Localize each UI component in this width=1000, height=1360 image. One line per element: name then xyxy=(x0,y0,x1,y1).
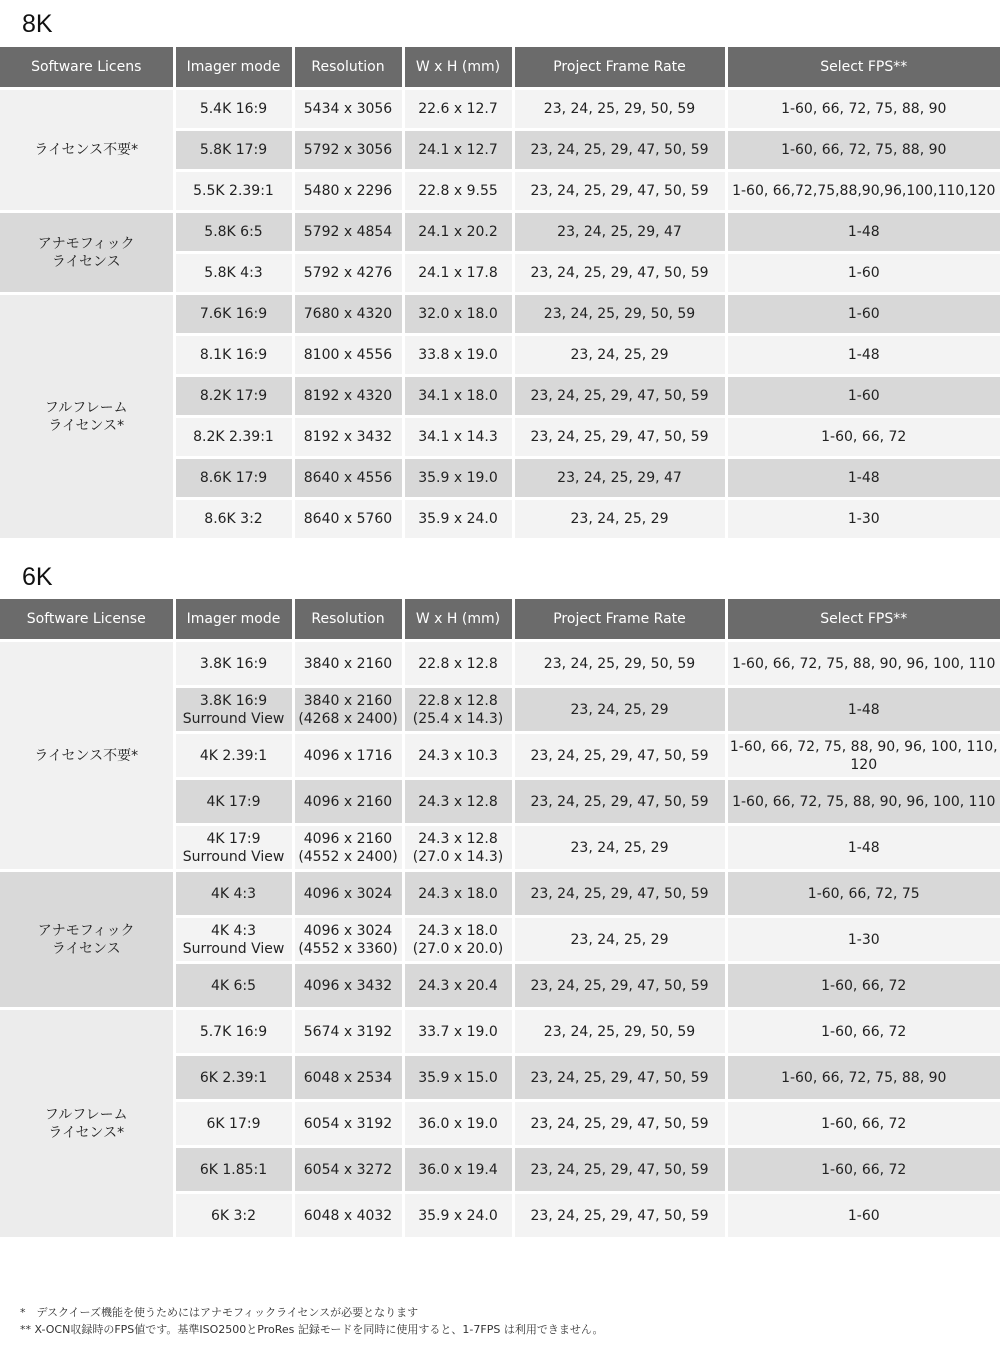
resolution-cell: 6048 x 4032 xyxy=(293,1193,403,1239)
wxh-cell: 36.0 x 19.4 xyxy=(403,1147,513,1193)
wxh-cell: 22.8 x 12.8 xyxy=(403,641,513,687)
header-resolution: Resolution xyxy=(293,599,403,641)
header-wxh: W x H (mm) xyxy=(403,599,513,641)
imager-mode-cell: 4K 17:9 Surround View xyxy=(174,825,293,871)
select-fps-cell: 1-48 xyxy=(726,458,1000,499)
select-fps-cell: 1-60, 66, 72, 75 xyxy=(726,871,1000,917)
resolution-cell: 4096 x 3432 xyxy=(293,963,403,1009)
imager-mode-cell: 8.2K 2.39:1 xyxy=(174,417,293,458)
imager-mode-cell: 4K 4:3 Surround View xyxy=(174,917,293,963)
header-license: Software Licens xyxy=(0,47,174,89)
imager-mode-cell: 4K 17:9 xyxy=(174,779,293,825)
resolution-cell: 5674 x 3192 xyxy=(293,1009,403,1055)
wxh-cell: 35.9 x 24.0 xyxy=(403,1193,513,1239)
project-frame-rate-cell: 23, 24, 25, 29, 47 xyxy=(513,212,726,253)
wxh-cell: 33.7 x 19.0 xyxy=(403,1009,513,1055)
select-fps-cell: 1-60, 66, 72, 75, 88, 90, 96, 100, 110 xyxy=(726,641,1000,687)
resolution-cell: 3840 x 2160 (4268 x 2400) xyxy=(293,687,403,733)
project-frame-rate-cell: 23, 24, 25, 29, 47, 50, 59 xyxy=(513,963,726,1009)
resolution-cell: 5792 x 3056 xyxy=(293,130,403,171)
spec-table-8k xyxy=(0,47,1000,541)
footnotes xyxy=(20,1304,604,1338)
select-fps-cell: 1-30 xyxy=(726,499,1000,540)
select-fps-cell: 1-60, 66, 72, 75, 88, 90 xyxy=(726,130,1000,171)
wxh-cell: 24.3 x 12.8 (27.0 x 14.3) xyxy=(403,825,513,871)
header-project-frame-rate: Project Frame Rate xyxy=(513,47,726,89)
select-fps-cell: 1-30 xyxy=(726,917,1000,963)
wxh-cell: 34.1 x 18.0 xyxy=(403,376,513,417)
wxh-cell: 24.3 x 18.0 (27.0 x 20.0) xyxy=(403,917,513,963)
resolution-cell: 4096 x 2160 (4552 x 2400) xyxy=(293,825,403,871)
wxh-cell: 35.9 x 19.0 xyxy=(403,458,513,499)
resolution-cell: 5792 x 4276 xyxy=(293,253,403,294)
select-fps-cell: 1-48 xyxy=(726,687,1000,733)
resolution-cell: 5434 x 3056 xyxy=(293,89,403,130)
imager-mode-cell: 4K 4:3 xyxy=(174,871,293,917)
select-fps-cell: 1-60, 66, 72 xyxy=(726,1147,1000,1193)
select-fps-cell: 1-60 xyxy=(726,294,1000,335)
select-fps-cell: 1-60, 66, 72, 75, 88, 90 xyxy=(726,1055,1000,1101)
imager-mode-cell: 5.8K 4:3 xyxy=(174,253,293,294)
project-frame-rate-cell: 23, 24, 25, 29 xyxy=(513,917,726,963)
license-cell: フルフレーム ライセンス* xyxy=(0,1009,174,1239)
imager-mode-cell: 3.8K 16:9 xyxy=(174,641,293,687)
imager-mode-cell: 5.4K 16:9 xyxy=(174,89,293,130)
header-license: Software License xyxy=(0,599,174,641)
project-frame-rate-cell: 23, 24, 25, 29, 50, 59 xyxy=(513,1009,726,1055)
table-header-row xyxy=(0,599,1000,641)
license-cell: フルフレーム ライセンス* xyxy=(0,294,174,540)
select-fps-cell: 1-60, 66, 72 xyxy=(726,1009,1000,1055)
project-frame-rate-cell: 23, 24, 25, 29, 50, 59 xyxy=(513,294,726,335)
resolution-cell: 4096 x 2160 xyxy=(293,779,403,825)
wxh-cell: 36.0 x 19.0 xyxy=(403,1101,513,1147)
header-imager-mode: Imager mode xyxy=(174,599,293,641)
imager-mode-cell: 5.5K 2.39:1 xyxy=(174,171,293,212)
wxh-cell: 24.1 x 12.7 xyxy=(403,130,513,171)
section-title-8k: 8K xyxy=(22,10,53,38)
table-row xyxy=(0,89,1000,130)
wxh-cell: 24.3 x 18.0 xyxy=(403,871,513,917)
license-cell: アナモフィック ライセンス xyxy=(0,212,174,294)
imager-mode-cell: 6K 1.85:1 xyxy=(174,1147,293,1193)
select-fps-cell: 1-60 xyxy=(726,1193,1000,1239)
select-fps-cell: 1-48 xyxy=(726,335,1000,376)
license-cell: ライセンス不要* xyxy=(0,89,174,212)
license-cell: ライセンス不要* xyxy=(0,641,174,871)
select-fps-cell: 1-60, 66, 72 xyxy=(726,1101,1000,1147)
table-header-row xyxy=(0,47,1000,89)
section-title-6k: 6K xyxy=(22,563,53,591)
select-fps-cell: 1-60, 66, 72, 75, 88, 90 xyxy=(726,89,1000,130)
project-frame-rate-cell: 23, 24, 25, 29, 47, 50, 59 xyxy=(513,130,726,171)
wxh-cell: 22.8 x 9.55 xyxy=(403,171,513,212)
imager-mode-cell: 7.6K 16:9 xyxy=(174,294,293,335)
select-fps-cell: 1-60, 66,72,75,88,90,96,100,110,120 xyxy=(726,171,1000,212)
wxh-cell: 24.3 x 10.3 xyxy=(403,733,513,779)
header-select-fps: Select FPS** xyxy=(726,599,1000,641)
imager-mode-cell: 8.6K 17:9 xyxy=(174,458,293,499)
imager-mode-cell: 8.1K 16:9 xyxy=(174,335,293,376)
project-frame-rate-cell: 23, 24, 25, 29, 47, 50, 59 xyxy=(513,1147,726,1193)
resolution-cell: 6054 x 3272 xyxy=(293,1147,403,1193)
resolution-cell: 6048 x 2534 xyxy=(293,1055,403,1101)
header-imager-mode: Imager mode xyxy=(174,47,293,89)
resolution-cell: 8192 x 4320 xyxy=(293,376,403,417)
project-frame-rate-cell: 23, 24, 25, 29, 50, 59 xyxy=(513,89,726,130)
wxh-cell: 35.9 x 15.0 xyxy=(403,1055,513,1101)
select-fps-cell: 1-48 xyxy=(726,212,1000,253)
table-row xyxy=(0,294,1000,335)
header-project-frame-rate: Project Frame Rate xyxy=(513,599,726,641)
wxh-cell: 22.6 x 12.7 xyxy=(403,89,513,130)
wxh-cell: 32.0 x 18.0 xyxy=(403,294,513,335)
project-frame-rate-cell: 23, 24, 25, 29, 47, 50, 59 xyxy=(513,171,726,212)
project-frame-rate-cell: 23, 24, 25, 29, 47, 50, 59 xyxy=(513,1101,726,1147)
footnote-fps: ** X-OCN収録時のFPS値です。基準ISO2500とProRes 記録モードを同時に使用すると、1-7FPS は利用できません。 xyxy=(20,1323,604,1336)
select-fps-cell: 1-60, 66, 72, 75, 88, 90, 96, 100, 110, 120 xyxy=(726,733,1000,779)
table-row xyxy=(0,212,1000,253)
resolution-cell: 4096 x 3024 xyxy=(293,871,403,917)
select-fps-cell: 1-60 xyxy=(726,376,1000,417)
spec-table-6k xyxy=(0,599,1000,1240)
table-row xyxy=(0,641,1000,687)
header-select-fps: Select FPS** xyxy=(726,47,1000,89)
imager-mode-cell: 4K 6:5 xyxy=(174,963,293,1009)
imager-mode-cell: 6K 2.39:1 xyxy=(174,1055,293,1101)
imager-mode-cell: 3.8K 16:9 Surround View xyxy=(174,687,293,733)
project-frame-rate-cell: 23, 24, 25, 29 xyxy=(513,825,726,871)
imager-mode-cell: 4K 2.39:1 xyxy=(174,733,293,779)
wxh-cell: 24.1 x 17.8 xyxy=(403,253,513,294)
project-frame-rate-cell: 23, 24, 25, 29, 47, 50, 59 xyxy=(513,779,726,825)
resolution-cell: 6054 x 3192 xyxy=(293,1101,403,1147)
imager-mode-cell: 6K 3:2 xyxy=(174,1193,293,1239)
project-frame-rate-cell: 23, 24, 25, 29 xyxy=(513,687,726,733)
imager-mode-cell: 5.8K 6:5 xyxy=(174,212,293,253)
wxh-cell: 35.9 x 24.0 xyxy=(403,499,513,540)
resolution-cell: 8640 x 5760 xyxy=(293,499,403,540)
select-fps-cell: 1-60, 66, 72, 75, 88, 90, 96, 100, 110 xyxy=(726,779,1000,825)
imager-mode-cell: 6K 17:9 xyxy=(174,1101,293,1147)
project-frame-rate-cell: 23, 24, 25, 29, 47, 50, 59 xyxy=(513,1055,726,1101)
footnote-desqueeze: * デスクイーズ機能を使うためにはアナモフィックライセンスが必要となります xyxy=(20,1306,419,1319)
wxh-cell: 24.1 x 20.2 xyxy=(403,212,513,253)
project-frame-rate-cell: 23, 24, 25, 29, 47, 50, 59 xyxy=(513,871,726,917)
wxh-cell: 34.1 x 14.3 xyxy=(403,417,513,458)
project-frame-rate-cell: 23, 24, 25, 29, 47, 50, 59 xyxy=(513,733,726,779)
imager-mode-cell: 8.6K 3:2 xyxy=(174,499,293,540)
resolution-cell: 3840 x 2160 xyxy=(293,641,403,687)
license-cell: アナモフィック ライセンス xyxy=(0,871,174,1009)
wxh-cell: 24.3 x 20.4 xyxy=(403,963,513,1009)
wxh-cell: 24.3 x 12.8 xyxy=(403,779,513,825)
imager-mode-cell: 8.2K 17:9 xyxy=(174,376,293,417)
table-row xyxy=(0,871,1000,917)
header-resolution: Resolution xyxy=(293,47,403,89)
project-frame-rate-cell: 23, 24, 25, 29, 47, 50, 59 xyxy=(513,253,726,294)
select-fps-cell: 1-48 xyxy=(726,825,1000,871)
resolution-cell: 8100 x 4556 xyxy=(293,335,403,376)
resolution-cell: 4096 x 1716 xyxy=(293,733,403,779)
project-frame-rate-cell: 23, 24, 25, 29 xyxy=(513,335,726,376)
project-frame-rate-cell: 23, 24, 25, 29, 50, 59 xyxy=(513,641,726,687)
wxh-cell: 22.8 x 12.8 (25.4 x 14.3) xyxy=(403,687,513,733)
project-frame-rate-cell: 23, 24, 25, 29, 47 xyxy=(513,458,726,499)
resolution-cell: 8192 x 3432 xyxy=(293,417,403,458)
imager-mode-cell: 5.7K 16:9 xyxy=(174,1009,293,1055)
wxh-cell: 33.8 x 19.0 xyxy=(403,335,513,376)
select-fps-cell: 1-60, 66, 72 xyxy=(726,417,1000,458)
project-frame-rate-cell: 23, 24, 25, 29 xyxy=(513,499,726,540)
imager-mode-cell: 5.8K 17:9 xyxy=(174,130,293,171)
table-row xyxy=(0,1009,1000,1055)
header-wxh: W x H (mm) xyxy=(403,47,513,89)
resolution-cell: 4096 x 3024 (4552 x 3360) xyxy=(293,917,403,963)
project-frame-rate-cell: 23, 24, 25, 29, 47, 50, 59 xyxy=(513,376,726,417)
project-frame-rate-cell: 23, 24, 25, 29, 47, 50, 59 xyxy=(513,417,726,458)
resolution-cell: 5792 x 4854 xyxy=(293,212,403,253)
resolution-cell: 5480 x 2296 xyxy=(293,171,403,212)
resolution-cell: 8640 x 4556 xyxy=(293,458,403,499)
resolution-cell: 7680 x 4320 xyxy=(293,294,403,335)
project-frame-rate-cell: 23, 24, 25, 29, 47, 50, 59 xyxy=(513,1193,726,1239)
select-fps-cell: 1-60 xyxy=(726,253,1000,294)
select-fps-cell: 1-60, 66, 72 xyxy=(726,963,1000,1009)
